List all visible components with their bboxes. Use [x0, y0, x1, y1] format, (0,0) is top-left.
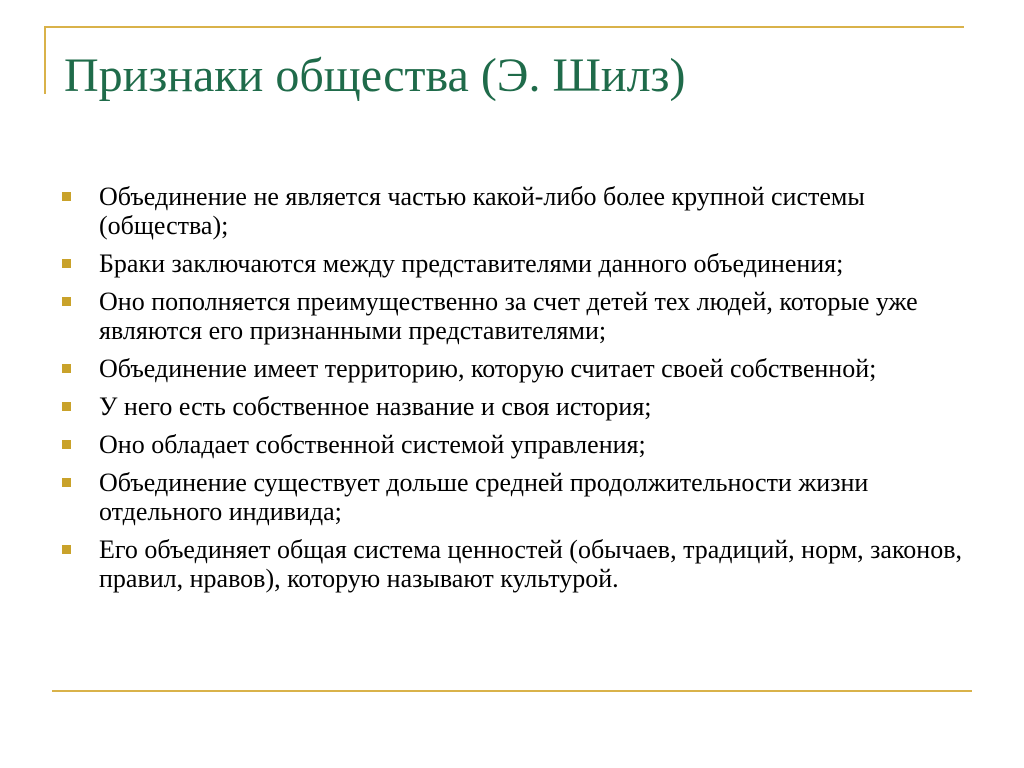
- bottom-divider-line: [52, 690, 972, 692]
- slide-title: Признаки общества (Э. Шилз): [64, 49, 686, 102]
- list-item: [62, 392, 962, 421]
- list-item-text: Объединение не является частью какой-либо более крупной системы (общества);: [99, 182, 865, 240]
- list-item-text: Браки заключаются между представителями данного объединения;: [99, 249, 844, 278]
- square-bullet-icon: [62, 259, 71, 268]
- top-divider-line: [44, 26, 964, 28]
- square-bullet-icon: [62, 545, 71, 554]
- list-item: [62, 354, 962, 383]
- list-item: [62, 430, 962, 459]
- square-bullet-icon: [62, 402, 71, 411]
- square-bullet-icon: [62, 192, 71, 201]
- list-item-text: Оно пополняется преимущественно за счет детей тех людей, которые уже являются его признанными представителями;: [99, 287, 918, 345]
- list-item-text: У него есть собственное название и своя история;: [99, 392, 652, 421]
- list-item: [62, 249, 962, 278]
- list-item-text: Объединение имеет территорию, которую считает своей собственной;: [99, 354, 877, 383]
- square-bullet-icon: [62, 364, 71, 373]
- list-item: [62, 468, 962, 526]
- square-bullet-icon: [62, 478, 71, 487]
- square-bullet-icon: [62, 297, 71, 306]
- square-bullet-icon: [62, 440, 71, 449]
- list-item: [62, 535, 962, 593]
- left-accent-line: [44, 26, 46, 94]
- bullet-list: [62, 182, 962, 602]
- list-item: [62, 182, 962, 240]
- list-item-text: Объединение существует дольше средней продолжительности жизни отдельного индивида;: [99, 468, 869, 526]
- list-item: [62, 287, 962, 345]
- list-item-text: Его объединяет общая система ценностей (обычаев, традиций, норм, законов, правил, нравов), которую называют культурой.: [99, 535, 962, 593]
- list-item-text: Оно обладает собственной системой управления;: [99, 430, 646, 459]
